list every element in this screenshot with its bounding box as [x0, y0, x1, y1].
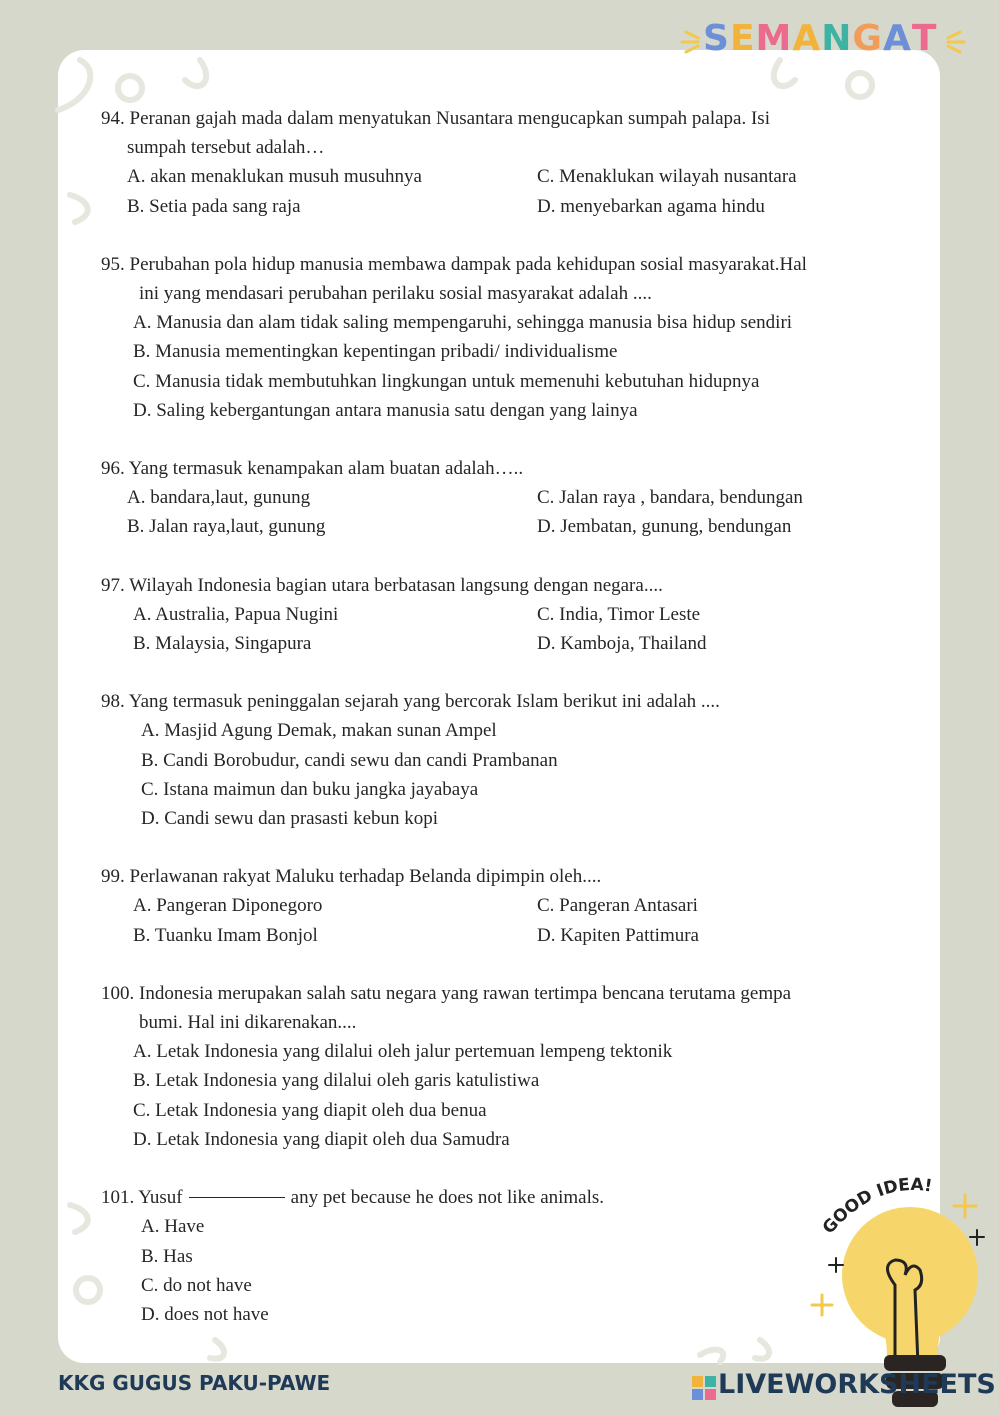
good-idea-text: GOOD IDEA! — [818, 1174, 934, 1239]
option-b[interactable]: B. Candi Borobudur, candi sewu dan candi Prambanan — [141, 749, 558, 771]
question-95 — [101, 250, 911, 425]
option-c[interactable]: C. Manusia tidak membutuhkan lingkungan untuk memenuhi kebutuhan hidupnya — [133, 370, 760, 392]
option-b[interactable]: B. Jalan raya,laut, gunung — [127, 516, 326, 538]
option-a[interactable]: A. Masjid Agung Demak, makan sunan Ampel — [141, 720, 497, 742]
option-a[interactable]: A. Pangeran Diponegoro — [133, 895, 323, 917]
question-text: 98. Yang termasuk peninggalan sejarah yang bercorak Islam berikut ini adalah .... — [101, 691, 720, 713]
option-b[interactable]: B. Has — [141, 1245, 193, 1267]
banner-letter: E — [729, 18, 756, 59]
banner-letter: S — [703, 18, 730, 59]
option-c[interactable]: C. Istana maimun dan buku jangka jayabaya — [141, 778, 479, 800]
question-97 — [101, 571, 911, 659]
question-text: 94. Peranan gajah mada dalam menyatukan Nusantara mengucapkan sumpah palapa. Isi — [101, 108, 770, 129]
option-c[interactable]: C. Pangeran Antasari — [537, 895, 698, 917]
option-a[interactable]: A. Manusia dan alam tidak saling mempengaruhi, sehingga manusia bisa hidup sendiri — [133, 312, 793, 334]
banner-letter: M — [755, 18, 793, 59]
question-text: 97. Wilayah Indonesia bagian utara berbatasan langsung dengan negara.... — [101, 574, 663, 596]
question-text-before: 101. Yusuf — [101, 1187, 183, 1209]
option-b[interactable]: B. Malaysia, Singapura — [133, 633, 312, 655]
option-d[interactable]: D. Kapiten Pattimura — [537, 924, 699, 946]
option-b[interactable]: B. Manusia mementingkan kepentingan pribadi/ individualisme — [133, 341, 618, 363]
question-98 — [101, 687, 911, 833]
question-96 — [101, 454, 911, 542]
option-a[interactable]: A. Letak Indonesia yang dilalui oleh jalur pertemuan lempeng tektonik — [133, 1041, 673, 1063]
question-list — [101, 104, 911, 1358]
question-text: 100. Indonesia merupakan salah satu negara yang rawan tertimpa bencana terutama gempa — [101, 982, 792, 1004]
question-text-continued: bumi. Hal ini dikarenakan.... — [139, 1012, 357, 1034]
option-c[interactable]: C. do not have — [141, 1274, 252, 1296]
question-100 — [101, 979, 911, 1154]
banner-letter: G — [852, 18, 883, 59]
answer-blank[interactable] — [189, 1197, 285, 1198]
option-d[interactable]: D. Letak Indonesia yang diapit oleh dua Samudra — [133, 1128, 510, 1150]
option-d[interactable]: D. Saling kebergantungan antara manusia satu dengan yang lainya — [133, 399, 638, 421]
option-b[interactable]: B. Tuanku Imam Bonjol — [133, 924, 318, 946]
option-d[interactable]: D. Candi sewu dan prasasti kebun kopi — [141, 808, 439, 830]
option-c[interactable]: C. Letak Indonesia yang diapit oleh dua benua — [133, 1099, 487, 1121]
option-c[interactable]: C. Menaklukan wilayah nusantara — [537, 166, 797, 188]
option-a[interactable]: A. Australia, Papua Nugini — [133, 603, 339, 625]
sparkle-icon — [678, 22, 968, 62]
option-c[interactable]: C. India, Timor Leste — [537, 603, 701, 625]
option-d[interactable]: D. Kamboja, Thailand — [537, 633, 707, 655]
question-101 — [101, 1183, 911, 1329]
banner-letter: N — [821, 18, 853, 59]
question-94 — [101, 104, 911, 221]
option-a[interactable]: A. akan menaklukan musuh musuhnya — [127, 166, 422, 188]
question-text-continued: ini yang mendasari perubahan perilaku sosial masyarakat adalah .... — [139, 283, 652, 305]
option-b[interactable]: B. Letak Indonesia yang dilalui oleh garis katulistiwa — [133, 1070, 540, 1092]
liveworksheets-brand[interactable]: LIVEWORKSHEETS — [718, 1369, 996, 1400]
liveworksheets-logo-icon — [690, 1373, 720, 1403]
option-a[interactable]: A. bandara,laut, gunung — [127, 487, 311, 509]
question-text — [101, 1183, 911, 1212]
option-a[interactable]: A. Have — [141, 1216, 205, 1238]
option-c[interactable]: C. Jalan raya , bandara, bendungan — [537, 487, 803, 509]
option-d[interactable]: D. Jembatan, gunung, bendungan — [537, 516, 792, 538]
banner-letter: T — [911, 18, 938, 59]
school-group-label: KKG GUGUS PAKU-PAWE — [58, 1371, 331, 1395]
question-text-after: any pet because he does not like animals. — [290, 1187, 605, 1209]
banner-letter: A — [792, 18, 822, 59]
question-text-continued: sumpah tersebut adalah… — [127, 137, 325, 159]
banner-letter: A — [882, 18, 912, 59]
option-d[interactable]: D. menyebarkan agama hindu — [537, 195, 765, 217]
question-99 — [101, 862, 911, 950]
question-text: 95. Perubahan pola hidup manusia membawa dampak pada kehidupan sosial masyarakat.Hal — [101, 253, 807, 275]
question-text: 99. Perlawanan rakyat Maluku terhadap Belanda dipimpin oleh.... — [101, 866, 602, 888]
option-b[interactable]: B. Setia pada sang raja — [127, 195, 301, 217]
question-text: 96. Yang termasuk kenampakan alam buatan adalah….. — [101, 458, 524, 480]
option-d[interactable]: D. does not have — [141, 1303, 269, 1325]
